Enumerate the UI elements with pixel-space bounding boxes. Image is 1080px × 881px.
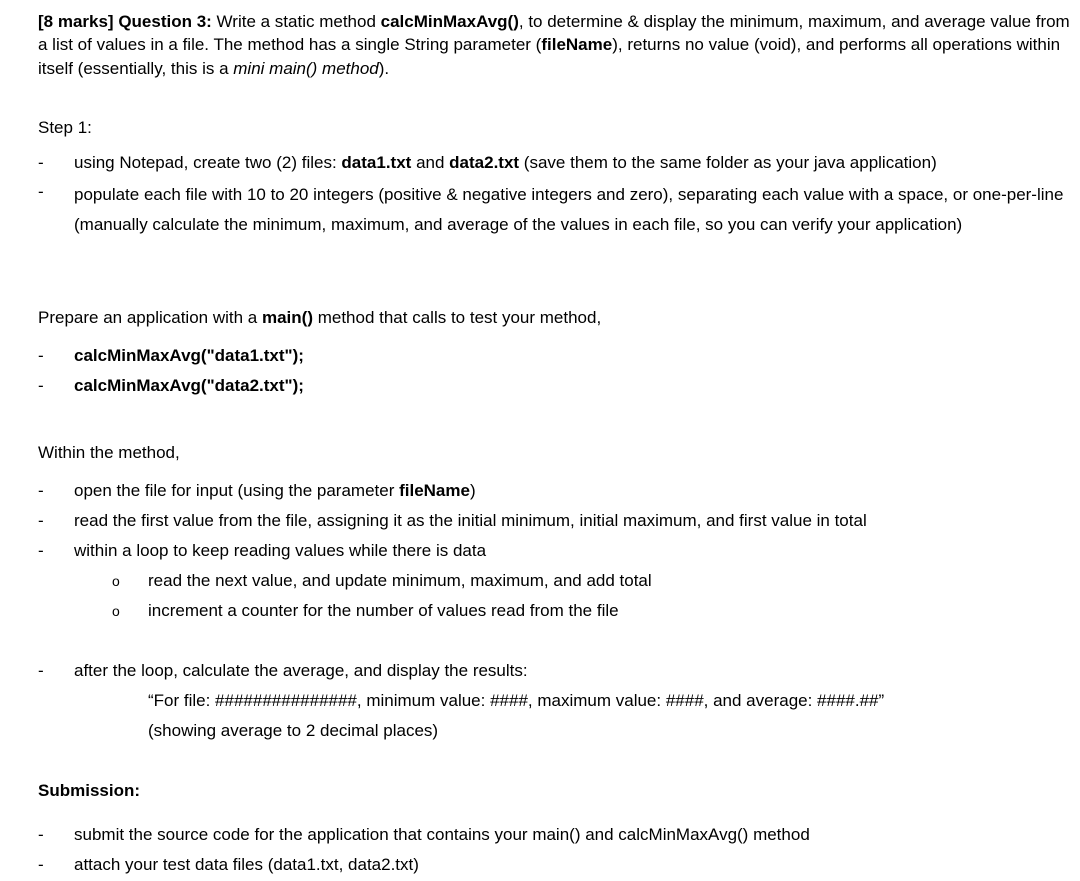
sub-list-item: o increment a counter for the number of values read from the file [38, 596, 1078, 626]
dash-bullet: - [38, 481, 44, 500]
dash-bullet: - [38, 182, 44, 202]
method-name: calcMinMaxAvg() [380, 12, 519, 31]
method-call: calcMinMaxAvg("data1.txt"); [74, 346, 304, 365]
dash-bullet: - [38, 376, 44, 395]
list-item: - within a loop to keep reading values while there is data [38, 536, 1078, 566]
circle-bullet: o [112, 573, 120, 589]
method-calls-list [38, 341, 1078, 401]
list-item: - after the loop, calculate the average, and display the results: [38, 656, 1078, 686]
question-intro: [8 marks] Question 3: Write a static method calcMinMaxAvg(), to determine & display the minimum, maximum, and average value from a list of values in a file. The method has a single String parameter (fileName), returns no value (void), and performs all operations within itself (essentially, this is a mini main() method). [38, 12, 1070, 78]
prepare-text: Prepare an application with a main() method that calls to test your method, [38, 308, 602, 327]
dash-bullet: - [38, 825, 44, 844]
list-item: - attach your test data files (data1.txt, data2.txt) [38, 850, 1078, 880]
output-format-quote: “For file: ###############, minimum value: ####, maximum value: ####, and average: ####.##” [148, 691, 885, 710]
param-name: fileName [399, 481, 470, 500]
submission-label: Submission: [38, 781, 141, 800]
method-call: calcMinMaxAvg("data2.txt"); [74, 376, 304, 395]
step1-label: Step 1: [38, 118, 92, 137]
within-list [38, 476, 1078, 746]
dash-bullet: - [38, 511, 44, 530]
question-document [38, 10, 1078, 874]
decimal-note: (showing average to 2 decimal places) [148, 721, 439, 740]
list-item [38, 341, 1078, 371]
step1-list [38, 151, 1078, 240]
param-name: fileName [541, 35, 613, 55]
dash-bullet: - [38, 855, 44, 874]
within-label: Within the method, [38, 443, 180, 462]
dash-bullet: - [38, 661, 44, 680]
dash-bullet: - [38, 153, 44, 172]
list-item: - populate each file with 10 to 20 integers (positive & negative integers and zero), separating each value with a space, or one-per-line (manually calculate the minimum, maximum, and average of the values in each file, so you can verify your application) [38, 182, 1064, 235]
file-name: data1.txt [341, 153, 412, 172]
list-item [38, 371, 1078, 401]
sub-list-item: o read the next value, and update minimum, maximum, and add total [38, 566, 1078, 596]
list-item: - read the first value from the file, assigning it as the initial minimum, initial maximum, and first value in total [38, 506, 1078, 536]
list-item: - open the file for input (using the parameter fileName) [38, 476, 1078, 506]
dash-bullet: - [38, 541, 44, 560]
mini-main-text: mini main() method [233, 58, 379, 78]
dash-bullet: - [38, 346, 44, 365]
circle-bullet: o [112, 603, 120, 619]
main-method: main() [261, 308, 313, 327]
list-item: - using Notepad, create two (2) files: data1.txt and data2.txt (save them to the same folder as your java application) [38, 151, 1078, 174]
marks-label: [8 marks] Question 3: [38, 12, 212, 31]
submission-list [38, 820, 1078, 880]
file-name: data2.txt [449, 153, 520, 172]
list-item: - submit the source code for the application that contains your main() and calcMinMaxAvg() method [38, 820, 1078, 850]
